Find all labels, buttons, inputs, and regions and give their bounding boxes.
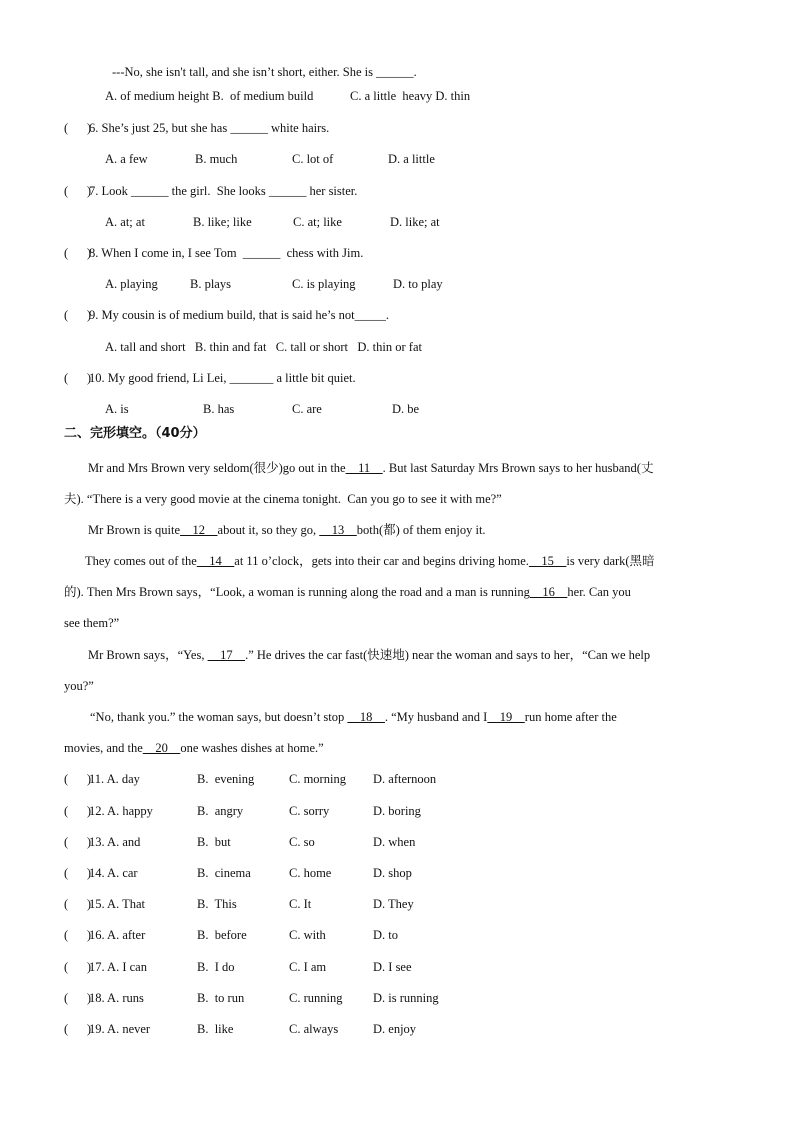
q6-option-a: A. a few: [105, 152, 148, 166]
cloze-option-d: D. shop: [373, 866, 412, 880]
blank-13: 13: [319, 523, 357, 537]
cloze-option-a: 11. A. day: [89, 772, 140, 786]
cloze-option-b: B. This: [197, 897, 237, 911]
q7-answer-paren: ( ): [64, 184, 92, 198]
q10-stem: 10. My good friend, Li Lei, _______ a little bit quiet.: [89, 371, 356, 385]
cloze-option-c: C. with: [289, 928, 326, 942]
cloze-option-c: C. home: [289, 866, 332, 880]
cloze-option-d: D. is running: [373, 991, 439, 1005]
cloze-answer-paren: ( ): [64, 804, 92, 818]
q7-option-b: B. like; like: [193, 215, 252, 229]
cloze-option-d: D. They: [373, 897, 414, 911]
blank-20: 20: [142, 741, 181, 755]
q7-option-d: D. like; at: [390, 215, 440, 229]
cloze-answer-paren: ( ): [64, 928, 92, 942]
blank-19: 19: [487, 710, 525, 724]
q7-stem: 7. Look ______ the girl. She looks ______ her sister.: [89, 184, 358, 198]
q9-options: A. tall and short B. thin and fat C. tall or short D. thin or fat: [105, 340, 422, 354]
cloze-option-c: C. so: [289, 835, 315, 849]
blank-11: 11: [345, 461, 383, 475]
cloze-option-b: B. to run: [197, 991, 245, 1005]
cloze-option-d: D. when: [373, 835, 416, 849]
cloze-option-b: B. cinema: [197, 866, 251, 880]
cloze-answer-paren: ( ): [64, 772, 92, 786]
cloze-option-b: B. I do: [197, 960, 235, 974]
cloze-option-b: B. angry: [197, 804, 244, 818]
cloze-option-d: D. I see: [373, 960, 412, 974]
q6-option-b: B. much: [195, 152, 238, 166]
passage-line-2: 夫). “There is a very good movie at the cinema tonight. Can you go to see it with me?”: [64, 492, 502, 506]
passage-line-6: see them?”: [64, 616, 120, 630]
cloze-option-a: 16. A. after: [89, 928, 146, 942]
passage-line-1: Mr and Mrs Brown very seldom(很少)go out in the 11 . But last Saturday Mrs Brown says to her husband(丈: [88, 461, 654, 475]
cloze-option-b: B. before: [197, 928, 247, 942]
q8-option-c: C. is playing: [292, 277, 356, 291]
blank-17: 17: [207, 648, 246, 662]
cloze-answer-paren: ( ): [64, 866, 92, 880]
q5-stem: ---No, she isn't tall, and she isn’t short, either. She is ______.: [112, 65, 417, 79]
cloze-option-a: 17. A. I can: [89, 960, 147, 974]
q6-option-c: C. lot of: [292, 152, 334, 166]
q8-stem: 8. When I come in, I see Tom ______ chess with Jim.: [89, 246, 364, 260]
passage-line-3: Mr Brown is quite 12 about it, so they go, 13 both(都) of them enjoy it.: [88, 523, 486, 537]
q8-answer-paren: ( ): [64, 246, 92, 260]
passage-line-8: you?”: [64, 679, 94, 693]
passage-line-5: 的). Then Mrs Brown says，“Look, a woman is running along the road and a man is running 16 her. Can you: [64, 585, 631, 599]
cloze-option-a: 12. A. happy: [89, 804, 153, 818]
q8-option-b: B. plays: [190, 277, 231, 291]
cloze-option-b: B. like: [197, 1022, 234, 1036]
cloze-option-c: C. running: [289, 991, 343, 1005]
cloze-option-a: 19. A. never: [89, 1022, 151, 1036]
q8-option-d: D. to play: [393, 277, 443, 291]
q6-answer-paren: ( ): [64, 121, 92, 135]
cloze-option-c: C. always: [289, 1022, 339, 1036]
passage-line-4: They comes out of the 14 at 11 o’clock，gets into their car and begins driving home. 15 is very dark(黑暗: [85, 554, 655, 568]
cloze-option-a: 18. A. runs: [89, 991, 144, 1005]
q10-option-b: B. has: [203, 402, 235, 416]
cloze-option-c: C. sorry: [289, 804, 330, 818]
blank-18: 18: [347, 710, 385, 724]
cloze-option-c: C. morning: [289, 772, 346, 786]
blank-16: 16: [529, 585, 568, 599]
q8-option-a: A. playing: [105, 277, 158, 291]
q10-answer-paren: ( ): [64, 371, 92, 385]
q10-option-d: D. be: [392, 402, 420, 416]
cloze-option-c: C. It: [289, 897, 312, 911]
q6-stem: 6. She’s just 25, but she has ______ white hairs.: [89, 121, 330, 135]
blank-15: 15: [528, 554, 567, 568]
cloze-option-a: 13. A. and: [89, 835, 141, 849]
blank-14: 14: [196, 554, 235, 568]
q7-option-a: A. at; at: [105, 215, 145, 229]
cloze-answer-paren: ( ): [64, 991, 92, 1005]
passage-line-10: movies, and the 20 one washes dishes at home.”: [64, 741, 324, 755]
q9-answer-paren: ( ): [64, 308, 92, 322]
cloze-option-d: D. afternoon: [373, 772, 437, 786]
cloze-answer-paren: ( ): [64, 1022, 92, 1036]
cloze-option-d: D. to: [373, 928, 398, 942]
cloze-option-a: 15. A. That: [89, 897, 146, 911]
cloze-option-c: C. I am: [289, 960, 327, 974]
q9-stem: 9. My cousin is of medium build, that is said he’s not_____.: [89, 308, 389, 322]
cloze-answer-paren: ( ): [64, 835, 92, 849]
q7-option-c: C. at; like: [293, 215, 342, 229]
cloze-option-b: B. evening: [197, 772, 255, 786]
section-2-heading: 二、完形填空。（40分）: [64, 426, 206, 441]
blank-12: 12: [180, 523, 218, 537]
cloze-answer-paren: ( ): [64, 897, 92, 911]
passage-line-9: “No, thank you.” the woman says, but doesn’t stop 18 . “My husband and I 19 run home after the: [90, 710, 617, 724]
q10-option-c: C. are: [292, 402, 322, 416]
passage-line-7: Mr Brown says，“Yes, 17 .” He drives the car fast(快速地) near the woman and says to her，“Can we help: [88, 648, 651, 662]
cloze-option-a: 14. A. car: [89, 866, 138, 880]
cloze-answer-paren: ( ): [64, 960, 92, 974]
cloze-option-d: D. boring: [373, 804, 421, 818]
cloze-option-b: B. but: [197, 835, 231, 849]
q5-option-ab: A. of medium height B. of medium build: [105, 89, 314, 103]
q5-option-cd: C. a little heavy D. thin: [350, 89, 471, 103]
q6-option-d: D. a little: [388, 152, 435, 166]
q10-option-a: A. is: [105, 402, 129, 416]
cloze-option-d: D. enjoy: [373, 1022, 417, 1036]
